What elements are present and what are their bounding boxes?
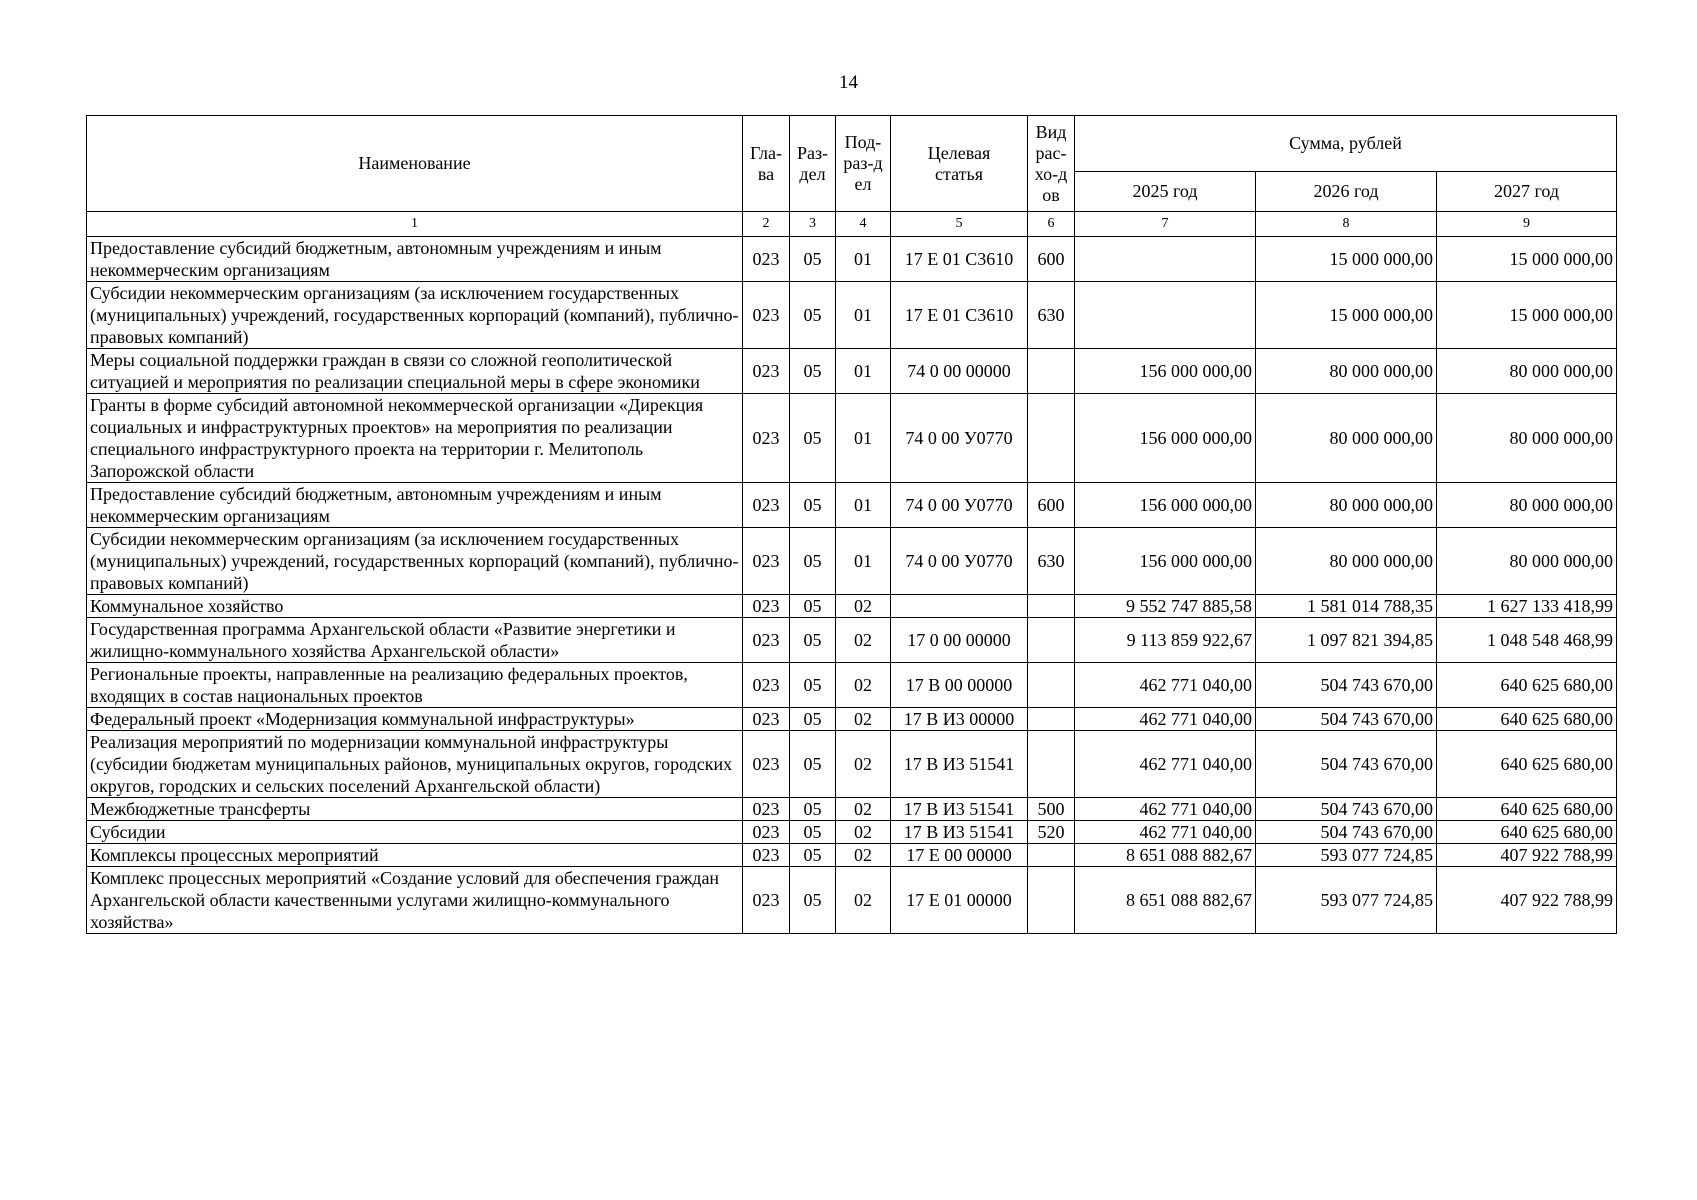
row-podrazdel: 02 bbox=[836, 663, 891, 708]
header-glava bbox=[743, 116, 790, 212]
header-vid bbox=[1028, 116, 1075, 212]
row-podrazdel: 02 bbox=[836, 798, 891, 821]
row-name: Меры социальной поддержки граждан в связи со сложной геополитической ситуацией и мероприятия по реализации специальной меры в сфере экономики bbox=[87, 349, 743, 394]
row-amount-2026: 504 743 670,00 bbox=[1256, 821, 1437, 844]
row-name: Субсидии некоммерческим организациям (за исключением государственных (муниципальных) учреждений, государственных корпораций (компаний), публично-правовых компаний) bbox=[87, 528, 743, 595]
row-amount-2027: 80 000 000,00 bbox=[1437, 528, 1617, 595]
row-glava: 023 bbox=[743, 394, 790, 483]
column-number: 6 bbox=[1028, 212, 1075, 237]
row-name: Комплексы процессных мероприятий bbox=[87, 844, 743, 867]
table-row bbox=[87, 483, 1617, 528]
row-glava: 023 bbox=[743, 349, 790, 394]
table-row bbox=[87, 282, 1617, 349]
column-number: 9 bbox=[1437, 212, 1617, 237]
row-glava: 023 bbox=[743, 618, 790, 663]
row-vid bbox=[1028, 663, 1075, 708]
table-row bbox=[87, 618, 1617, 663]
row-podrazdel: 01 bbox=[836, 237, 891, 282]
table-row bbox=[87, 663, 1617, 708]
row-razdel: 05 bbox=[790, 708, 836, 731]
row-vid bbox=[1028, 844, 1075, 867]
row-amount-2025: 156 000 000,00 bbox=[1075, 394, 1256, 483]
column-number: 2 bbox=[743, 212, 790, 237]
row-name: Коммунальное хозяйство bbox=[87, 595, 743, 618]
row-amount-2025: 8 651 088 882,67 bbox=[1075, 844, 1256, 867]
header-razdel-text: Раз-дел bbox=[796, 142, 829, 184]
row-glava: 023 bbox=[743, 708, 790, 731]
table-row bbox=[87, 528, 1617, 595]
row-amount-2027: 640 625 680,00 bbox=[1437, 708, 1617, 731]
row-amount-2025: 462 771 040,00 bbox=[1075, 798, 1256, 821]
row-razdel: 05 bbox=[790, 483, 836, 528]
row-vid bbox=[1028, 349, 1075, 394]
table-row bbox=[87, 349, 1617, 394]
row-amount-2026: 504 743 670,00 bbox=[1256, 798, 1437, 821]
table-row bbox=[87, 798, 1617, 821]
row-glava: 023 bbox=[743, 528, 790, 595]
row-tselevaya: 74 0 00 У0770 bbox=[891, 394, 1028, 483]
row-amount-2025: 156 000 000,00 bbox=[1075, 528, 1256, 595]
row-amount-2027: 80 000 000,00 bbox=[1437, 394, 1617, 483]
row-tselevaya: 17 Е 01 00000 bbox=[891, 867, 1028, 934]
row-name: Комплекс процессных мероприятий «Создание условий для обеспечения граждан Архангельской области качественными услугами жилищно-коммунального хозяйства» bbox=[87, 867, 743, 934]
row-glava: 023 bbox=[743, 798, 790, 821]
row-amount-2026: 1 581 014 788,35 bbox=[1256, 595, 1437, 618]
table-row bbox=[87, 708, 1617, 731]
column-number: 1 bbox=[87, 212, 743, 237]
row-razdel: 05 bbox=[790, 663, 836, 708]
row-amount-2025: 156 000 000,00 bbox=[1075, 349, 1256, 394]
column-number-row bbox=[87, 212, 1617, 237]
row-vid: 600 bbox=[1028, 237, 1075, 282]
row-podrazdel: 01 bbox=[836, 483, 891, 528]
row-tselevaya: 17 Е 01 С3610 bbox=[891, 282, 1028, 349]
row-vid bbox=[1028, 708, 1075, 731]
row-tselevaya: 17 Е 00 00000 bbox=[891, 844, 1028, 867]
row-razdel: 05 bbox=[790, 798, 836, 821]
row-name: Региональные проекты, направленные на реализацию федеральных проектов, входящих в состав национальных проектов bbox=[87, 663, 743, 708]
row-name: Субсидии bbox=[87, 821, 743, 844]
header-tselevaya-text: Целевая статья bbox=[927, 142, 991, 184]
column-number: 5 bbox=[891, 212, 1028, 237]
column-number: 7 bbox=[1075, 212, 1256, 237]
row-tselevaya: 17 Е 01 С3610 bbox=[891, 237, 1028, 282]
row-amount-2025: 462 771 040,00 bbox=[1075, 663, 1256, 708]
header-podrazdel-text: Под-раз-дел bbox=[843, 132, 883, 194]
row-razdel: 05 bbox=[790, 595, 836, 618]
row-tselevaya: 17 В И3 00000 bbox=[891, 708, 1028, 731]
row-amount-2027: 80 000 000,00 bbox=[1437, 483, 1617, 528]
header-summa: Сумма, рублей bbox=[1075, 116, 1617, 172]
row-amount-2026: 80 000 000,00 bbox=[1256, 483, 1437, 528]
row-amount-2026: 593 077 724,85 bbox=[1256, 844, 1437, 867]
row-razdel: 05 bbox=[790, 867, 836, 934]
row-amount-2026: 80 000 000,00 bbox=[1256, 349, 1437, 394]
row-amount-2025 bbox=[1075, 282, 1256, 349]
table-row bbox=[87, 237, 1617, 282]
row-glava: 023 bbox=[743, 237, 790, 282]
table-body bbox=[87, 237, 1617, 934]
row-vid: 630 bbox=[1028, 282, 1075, 349]
header-vid-text: Вид рас-хо-дов bbox=[1034, 121, 1068, 205]
row-amount-2026: 80 000 000,00 bbox=[1256, 394, 1437, 483]
row-amount-2026: 15 000 000,00 bbox=[1256, 237, 1437, 282]
row-amount-2026: 504 743 670,00 bbox=[1256, 731, 1437, 798]
header-razdel bbox=[790, 116, 836, 212]
row-name: Гранты в форме субсидий автономной некоммерческой организации «Дирекция социальных и инфраструктурных проектов» на мероприятия по реализации специального инфраструктурного проекта на территории г. Мелитополь Запорожской области bbox=[87, 394, 743, 483]
row-name: Федеральный проект «Модернизация коммунальной инфраструктуры» bbox=[87, 708, 743, 731]
row-podrazdel: 02 bbox=[836, 708, 891, 731]
row-tselevaya bbox=[891, 595, 1028, 618]
header-name: Наименование bbox=[87, 116, 743, 212]
row-name: Предоставление субсидий бюджетным, автономным учреждениям и иным некоммерческим организациям bbox=[87, 237, 743, 282]
row-name: Субсидии некоммерческим организациям (за исключением государственных (муниципальных) учреждений, государственных корпораций (компаний), публично-правовых компаний) bbox=[87, 282, 743, 349]
row-tselevaya: 74 0 00 00000 bbox=[891, 349, 1028, 394]
row-vid bbox=[1028, 618, 1075, 663]
row-name: Межбюджетные трансферты bbox=[87, 798, 743, 821]
row-razdel: 05 bbox=[790, 394, 836, 483]
row-amount-2025: 462 771 040,00 bbox=[1075, 731, 1256, 798]
row-amount-2027: 15 000 000,00 bbox=[1437, 237, 1617, 282]
row-vid bbox=[1028, 731, 1075, 798]
row-amount-2025: 9 552 747 885,58 bbox=[1075, 595, 1256, 618]
row-name: Государственная программа Архангельской области «Развитие энергетики и жилищно-коммунального хозяйства Архангельской области» bbox=[87, 618, 743, 663]
table-row bbox=[87, 394, 1617, 483]
row-razdel: 05 bbox=[790, 528, 836, 595]
row-amount-2027: 640 625 680,00 bbox=[1437, 731, 1617, 798]
row-name: Предоставление субсидий бюджетным, автономным учреждениям и иным некоммерческим организациям bbox=[87, 483, 743, 528]
row-razdel: 05 bbox=[790, 731, 836, 798]
table-row bbox=[87, 821, 1617, 844]
row-amount-2027: 640 625 680,00 bbox=[1437, 663, 1617, 708]
row-glava: 023 bbox=[743, 821, 790, 844]
row-tselevaya: 17 0 00 00000 bbox=[891, 618, 1028, 663]
column-number: 3 bbox=[790, 212, 836, 237]
row-amount-2027: 15 000 000,00 bbox=[1437, 282, 1617, 349]
row-amount-2027: 640 625 680,00 bbox=[1437, 821, 1617, 844]
row-tselevaya: 74 0 00 У0770 bbox=[891, 528, 1028, 595]
row-amount-2027: 1 627 133 418,99 bbox=[1437, 595, 1617, 618]
row-amount-2027: 407 922 788,99 bbox=[1437, 844, 1617, 867]
row-tselevaya: 17 В И3 51541 bbox=[891, 798, 1028, 821]
row-tselevaya: 17 В 00 00000 bbox=[891, 663, 1028, 708]
row-vid bbox=[1028, 394, 1075, 483]
row-amount-2027: 407 922 788,99 bbox=[1437, 867, 1617, 934]
header-tselevaya bbox=[891, 116, 1028, 212]
header-year-2025: 2025 год bbox=[1075, 172, 1256, 212]
budget-table bbox=[86, 115, 1617, 934]
row-glava: 023 bbox=[743, 844, 790, 867]
header-year-2027: 2027 год bbox=[1437, 172, 1617, 212]
row-amount-2027: 1 048 548 468,99 bbox=[1437, 618, 1617, 663]
row-podrazdel: 01 bbox=[836, 282, 891, 349]
row-amount-2026: 1 097 821 394,85 bbox=[1256, 618, 1437, 663]
row-amount-2026: 504 743 670,00 bbox=[1256, 663, 1437, 708]
row-amount-2026: 593 077 724,85 bbox=[1256, 867, 1437, 934]
table-row bbox=[87, 867, 1617, 934]
header-glava-text: Гла-ва bbox=[749, 142, 783, 184]
row-amount-2027: 640 625 680,00 bbox=[1437, 798, 1617, 821]
row-glava: 023 bbox=[743, 595, 790, 618]
row-vid: 600 bbox=[1028, 483, 1075, 528]
row-podrazdel: 01 bbox=[836, 528, 891, 595]
row-podrazdel: 01 bbox=[836, 349, 891, 394]
header-podrazdel bbox=[836, 116, 891, 212]
row-amount-2025 bbox=[1075, 237, 1256, 282]
header-year-2026: 2026 год bbox=[1256, 172, 1437, 212]
row-podrazdel: 01 bbox=[836, 394, 891, 483]
row-amount-2025: 462 771 040,00 bbox=[1075, 821, 1256, 844]
table-row bbox=[87, 844, 1617, 867]
row-podrazdel: 02 bbox=[836, 844, 891, 867]
row-tselevaya: 17 В И3 51541 bbox=[891, 821, 1028, 844]
row-podrazdel: 02 bbox=[836, 618, 891, 663]
row-vid: 520 bbox=[1028, 821, 1075, 844]
row-podrazdel: 02 bbox=[836, 867, 891, 934]
row-tselevaya: 17 В И3 51541 bbox=[891, 731, 1028, 798]
row-amount-2025: 8 651 088 882,67 bbox=[1075, 867, 1256, 934]
row-razdel: 05 bbox=[790, 618, 836, 663]
row-glava: 023 bbox=[743, 731, 790, 798]
row-amount-2026: 80 000 000,00 bbox=[1256, 528, 1437, 595]
row-razdel: 05 bbox=[790, 282, 836, 349]
row-podrazdel: 02 bbox=[836, 595, 891, 618]
row-podrazdel: 02 bbox=[836, 731, 891, 798]
row-amount-2027: 80 000 000,00 bbox=[1437, 349, 1617, 394]
row-razdel: 05 bbox=[790, 349, 836, 394]
row-tselevaya: 74 0 00 У0770 bbox=[891, 483, 1028, 528]
column-number: 4 bbox=[836, 212, 891, 237]
column-number: 8 bbox=[1256, 212, 1437, 237]
table-row bbox=[87, 731, 1617, 798]
row-glava: 023 bbox=[743, 282, 790, 349]
row-podrazdel: 02 bbox=[836, 821, 891, 844]
row-amount-2025: 9 113 859 922,67 bbox=[1075, 618, 1256, 663]
row-razdel: 05 bbox=[790, 844, 836, 867]
row-glava: 023 bbox=[743, 663, 790, 708]
row-amount-2025: 462 771 040,00 bbox=[1075, 708, 1256, 731]
row-vid: 630 bbox=[1028, 528, 1075, 595]
row-amount-2025: 156 000 000,00 bbox=[1075, 483, 1256, 528]
row-amount-2026: 504 743 670,00 bbox=[1256, 708, 1437, 731]
table-row bbox=[87, 595, 1617, 618]
row-glava: 023 bbox=[743, 483, 790, 528]
row-name: Реализация мероприятий по модернизации коммунальной инфраструктуры (субсидии бюджетам муниципальных районов, муниципальных округов, городских округов, городских и сельских поселений Архангельской области) bbox=[87, 731, 743, 798]
row-glava: 023 bbox=[743, 867, 790, 934]
row-vid bbox=[1028, 867, 1075, 934]
row-razdel: 05 bbox=[790, 237, 836, 282]
row-amount-2026: 15 000 000,00 bbox=[1256, 282, 1437, 349]
row-vid bbox=[1028, 595, 1075, 618]
row-razdel: 05 bbox=[790, 821, 836, 844]
page-number: 14 bbox=[839, 72, 858, 93]
row-vid: 500 bbox=[1028, 798, 1075, 821]
